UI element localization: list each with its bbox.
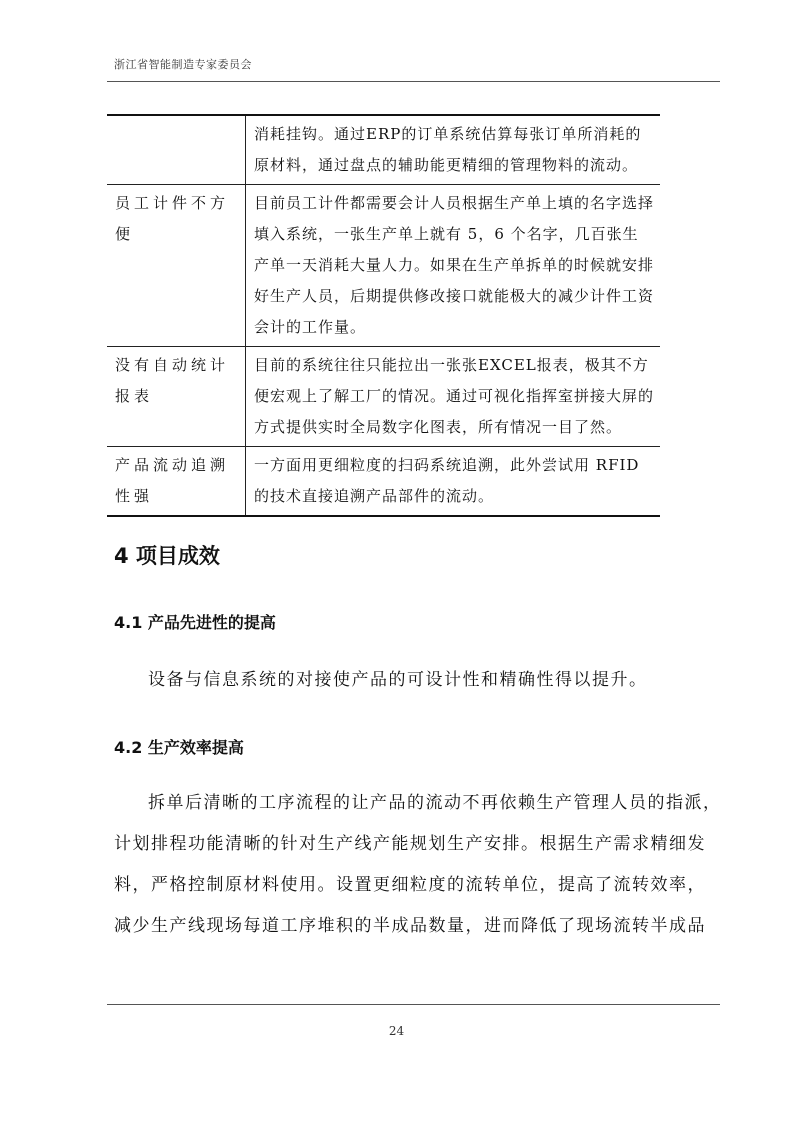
section-heading: 4 项目成效 — [114, 544, 220, 568]
problem-cell — [107, 115, 246, 185]
page-header: 浙江省智能制造专家委员会 — [114, 58, 252, 71]
table-row — [107, 115, 660, 185]
subsection-heading: 4.2 生产效率提高 — [114, 738, 244, 757]
solution-cell: 目前员工计件都需要会计人员根据生产单上填的名字选择填入系统，一张生产单上就有 5，6 个名字，几百张生产单一天消耗大量人力。如果在生产单拆单的时候就安排好生产人员，后期提供修改接口就能极大的减少计件工资会计的工作量。 — [254, 194, 655, 336]
page-number: 24 — [388, 1024, 405, 1038]
footer-divider — [107, 1004, 720, 1005]
solution-cell: 目前的系统往往只能拉出一张张EXCEL报表，极其不方便宏观上了解工厂的情况。通过可视化指挥室拼接大屏的方式提供实时全局数字化图表，所有情况一目了然。 — [254, 356, 655, 436]
problem-cell: 员工计件不方便 — [107, 185, 246, 347]
table-row — [107, 185, 660, 347]
table-row — [107, 347, 660, 447]
paragraph: 设备与信息系统的对接使产品的可设计性和精确性得以提升。 — [148, 670, 648, 690]
subsection-heading: 4.1 产品先进性的提高 — [114, 613, 276, 632]
issues-table — [107, 114, 660, 517]
problem-cell: 没有自动统计报表 — [107, 347, 246, 447]
paragraph: 拆单后清晰的工序流程的让产品的流动不再依赖生产管理人员的指派，计划排程功能清晰的针对生产线产能规划生产安排。根据生产需求精细发料，严格控制原材料使用。设置更细粒度的流转单位，提高了流转效率，减少生产线现场每道工序堆积的半成品数量，进而降低了现场流转半成品 — [114, 793, 722, 936]
header-divider — [107, 81, 720, 82]
table-row — [107, 447, 660, 517]
problem-cell: 产品流动追溯性强 — [107, 447, 246, 517]
solution-cell: 消耗挂钩。通过ERP的订单系统估算每张订单所消耗的原材料，通过盘点的辅助能更精细的管理物料的流动。 — [254, 125, 642, 174]
solution-cell: 一方面用更细粒度的扫码系统追溯，此外尝试用 RFID 的技术直接追溯产品部件的流动。 — [254, 456, 640, 505]
